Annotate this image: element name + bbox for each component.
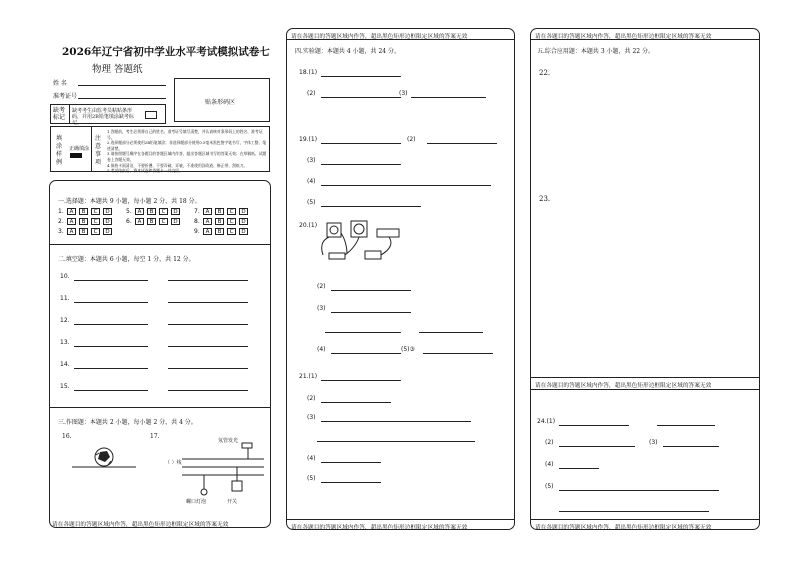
answer-line[interactable]: [559, 511, 709, 512]
warning-column-3-top: 请在各题目的答题区域内作答，超出黑色矩形边框限定区域的答案无效: [535, 34, 712, 40]
note-item: 1.答题前，考生必须将自己的姓名、准考证号填写清楚，并认真核对条形码上的姓名、准考证号。: [107, 129, 263, 140]
sub-question-label: (3): [399, 90, 408, 97]
fill-answer-line[interactable]: [74, 324, 148, 325]
household-circuit-figure: [168, 437, 268, 507]
answer-line[interactable]: [321, 206, 421, 207]
note-item: 3.请按照题号顺序在各题目的答题区域内作答，超出答题区域书写的答案无效；在草稿纸、试题卷上答题无效。: [107, 151, 267, 162]
answer-line[interactable]: [321, 380, 401, 381]
absent-label: 缺考标记: [53, 107, 66, 121]
choice-option-bubble[interactable]: C: [159, 208, 168, 215]
sub-question-label: (2): [307, 395, 316, 402]
answer-area-column-2: [286, 28, 515, 530]
absent-mark-box: [50, 104, 166, 124]
question-16-label: 16.: [62, 433, 72, 440]
answer-line[interactable]: [321, 76, 401, 77]
choice-option-bubble[interactable]: D: [171, 208, 180, 215]
exam-no-label: 准考证号: [53, 93, 78, 100]
choice-option-bubble[interactable]: B: [215, 228, 224, 235]
answer-line[interactable]: [331, 290, 411, 291]
choice-option-bubble[interactable]: B: [147, 208, 156, 215]
sub-question-label: 21.(1): [299, 373, 318, 380]
correct-fill-label: 正确填涂: [69, 146, 90, 152]
experiment-section-title: 四.实验题：本题共 4 小题，共 24 分。: [295, 48, 400, 55]
sub-question-label: (5): [307, 199, 316, 206]
answer-line[interactable]: [325, 332, 401, 333]
fill-question-label: 14.: [60, 361, 70, 368]
sub-question-label: (3): [307, 414, 316, 421]
sub-question-label: (2): [317, 283, 326, 290]
question-number: 2.: [58, 218, 64, 225]
fill-example-label: 填涂样例: [56, 135, 63, 166]
notes-box: [50, 126, 270, 172]
question-23-label: 23.: [539, 195, 551, 203]
answer-area-column-3: [530, 28, 760, 530]
choice-option-bubble[interactable]: C: [91, 218, 100, 225]
sub-question-label: (2): [407, 136, 416, 143]
question-number: 9.: [194, 228, 200, 235]
sub-question-label: (4): [545, 461, 554, 468]
absent-checkbox[interactable]: [145, 111, 157, 119]
note-item: 5.考试结束后，将本试卷和答题卡一并交回。: [107, 168, 183, 174]
barcode-label: 贴条形码区: [205, 99, 236, 106]
choice-option-bubble[interactable]: A: [67, 218, 76, 225]
neon-glow-label: 氖管发光: [218, 438, 239, 444]
choice-option-bubble[interactable]: C: [91, 228, 100, 235]
question-number: 3.: [58, 228, 64, 235]
switch-label: 开关: [227, 499, 238, 505]
choice-option-bubble[interactable]: D: [103, 228, 112, 235]
choice-option-bubble[interactable]: C: [227, 228, 236, 235]
answer-line[interactable]: [331, 353, 401, 354]
answer-line[interactable]: [321, 164, 401, 165]
sub-question-label: (2): [307, 90, 316, 97]
absent-note: 缺考考生由监考员粘贴条形码，并用2B铅笔填涂缺考标记。: [72, 108, 134, 126]
sub-question-label: 19.(1): [299, 136, 318, 143]
choice-option-bubble[interactable]: B: [79, 228, 88, 235]
choice-option-bubble[interactable]: A: [203, 218, 212, 225]
fill-question-label: 15.: [60, 383, 70, 390]
answer-line[interactable]: [321, 421, 471, 422]
wire-paren-label: （ ）线: [165, 460, 182, 466]
sub-question-label: (5): [545, 483, 554, 490]
fill-answer-line[interactable]: [74, 280, 148, 281]
ball-on-ground-figure: [70, 443, 140, 471]
choice-option-bubble[interactable]: D: [239, 208, 248, 215]
answer-line[interactable]: [559, 446, 635, 447]
choice-option-bubble[interactable]: D: [239, 218, 248, 225]
choice-option-bubble[interactable]: C: [159, 218, 168, 225]
choice-option-bubble[interactable]: D: [171, 218, 180, 225]
answer-line[interactable]: [317, 441, 475, 442]
fill-question-label: 11.: [60, 295, 70, 302]
sub-question-label: 20.(1): [299, 222, 318, 229]
choice-option-bubble[interactable]: B: [147, 218, 156, 225]
fill-section-title: 二.填空题：本题共 6 小题，每空 1 分，共 12 分。: [58, 256, 195, 263]
filled-mark-icon: [70, 153, 82, 158]
choice-option-bubble[interactable]: C: [227, 208, 236, 215]
name-label: 姓 名: [53, 80, 67, 87]
sub-question-label: 24.(1): [537, 418, 556, 425]
choice-option-bubble[interactable]: A: [67, 228, 76, 235]
question-17-label: 17.: [150, 433, 160, 440]
sub-question-label: 18.(1): [299, 69, 318, 76]
choice-option-bubble[interactable]: D: [103, 208, 112, 215]
question-number: 1.: [58, 208, 64, 215]
choice-option-bubble[interactable]: D: [103, 218, 112, 225]
draw-section-title: 三.作图题：本题共 2 小题，每小题 2 分，共 4 分。: [58, 419, 197, 426]
choice-option-bubble[interactable]: B: [79, 208, 88, 215]
note-item: 4.保持卡面清洁，不要折叠、不要弄破、弄皱，不准使用涂改液、修正带、刮纸刀。: [107, 162, 248, 168]
barcode-area: [174, 78, 270, 122]
fill-answer-line[interactable]: [74, 368, 148, 369]
sub-question-label: (3): [649, 439, 658, 446]
answer-line[interactable]: [321, 97, 401, 98]
choice-grid: [58, 208, 268, 238]
notes-list: [107, 129, 267, 174]
answer-line[interactable]: [663, 446, 719, 447]
sub-question-label: (5)③: [401, 346, 415, 353]
comprehensive-section-title: 五.综合应用题：本题共 3 小题，共 22 分。: [537, 48, 654, 55]
answer-line[interactable]: [559, 490, 719, 491]
answer-line[interactable]: [427, 143, 497, 144]
choice-option-bubble[interactable]: A: [135, 208, 144, 215]
answer-line[interactable]: [331, 312, 411, 313]
warning-column-1: 请在各题目的答题区域内作答，超出黑色矩形边框限定区域的答案无效: [52, 522, 229, 528]
choice-option-bubble[interactable]: A: [203, 208, 212, 215]
choice-section-title: 一.选择题：本题共 9 小题，每小题 2 分，共 18 分。: [58, 198, 201, 205]
answer-line[interactable]: [321, 143, 401, 144]
choice-option-bubble[interactable]: A: [135, 218, 144, 225]
sub-question-label: (3): [307, 157, 316, 164]
sub-question-label: (5): [307, 475, 316, 482]
choice-option-bubble[interactable]: C: [91, 208, 100, 215]
sub-question-label: (4): [307, 178, 316, 185]
warning-column-3-mid: 请在各题目的答题区域内作答，超出黑色矩形边框限定区域的答案无效: [535, 383, 712, 389]
sub-question-label: (4): [307, 455, 316, 462]
answer-line[interactable]: [559, 425, 629, 426]
page-title: 2026年辽宁省初中学业水平考试模拟试卷七: [62, 46, 270, 58]
sub-question-label: (2): [545, 439, 554, 446]
answer-line[interactable]: [321, 185, 491, 186]
fill-answer-line[interactable]: [74, 346, 148, 347]
choice-option-bubble[interactable]: D: [239, 228, 248, 235]
circuit-apparatus-figure: [317, 219, 409, 267]
choice-option-bubble[interactable]: B: [215, 218, 224, 225]
fill-answer-line[interactable]: [74, 390, 148, 391]
question-number: 5.: [126, 208, 132, 215]
notes-label: 注意事项: [95, 135, 102, 166]
answer-line[interactable]: [559, 468, 599, 469]
warning-column-2-top: 请在各题目的答题区域内作答，超出黑色矩形边框限定区域的答案无效: [291, 34, 468, 40]
exam-no-field[interactable]: [78, 98, 166, 99]
answer-line[interactable]: [321, 482, 381, 483]
note-item: 2.选择题部分必须使用2B铅笔填涂；非选择题部分使用0.5毫米黑色签字笔书写，字体工整、笔迹清楚。: [107, 140, 267, 151]
choice-option-bubble[interactable]: C: [227, 218, 236, 225]
fill-question-label: 12.: [60, 317, 70, 324]
choice-option-bubble[interactable]: B: [79, 218, 88, 225]
question-number: 8.: [194, 218, 200, 225]
question-number: 6.: [126, 218, 132, 225]
choice-option-bubble[interactable]: A: [67, 208, 76, 215]
warning-column-2-bottom: 请在各题目的答题区域内作答，超出黑色矩形边框限定区域的答案无效: [291, 525, 468, 531]
fill-answer-line[interactable]: [168, 346, 248, 347]
fill-answer-line[interactable]: [168, 302, 248, 303]
answer-line[interactable]: [419, 332, 483, 333]
question-22-label: 22.: [539, 69, 551, 77]
question-number: 7.: [194, 208, 200, 215]
sub-question-label: (4): [317, 346, 326, 353]
fill-answer-line[interactable]: [168, 324, 248, 325]
fill-question-label: 10.: [60, 273, 70, 280]
page-subtitle: 物理 答题纸: [92, 64, 143, 75]
answer-line[interactable]: [321, 462, 381, 463]
fill-answer-line[interactable]: [168, 368, 248, 369]
answer-line[interactable]: [423, 353, 493, 354]
answer-area-column-1: [49, 180, 271, 528]
sub-question-label: (3): [317, 305, 326, 312]
answer-line[interactable]: [321, 402, 391, 403]
choice-option-bubble[interactable]: A: [203, 228, 212, 235]
fill-question-label: 13.: [60, 339, 70, 346]
fill-answer-line[interactable]: [74, 302, 148, 303]
name-field[interactable]: [78, 85, 166, 86]
fill-answer-line[interactable]: [168, 390, 248, 391]
choice-option-bubble[interactable]: B: [215, 208, 224, 215]
warning-column-3-bottom: 请在各题目的答题区域内作答，超出黑色矩形边框限定区域的答案无效: [535, 525, 712, 531]
fill-answer-line[interactable]: [168, 280, 248, 281]
lamp-socket-label: 螺口灯泡: [186, 499, 207, 505]
answer-line[interactable]: [411, 97, 486, 98]
answer-line[interactable]: [657, 425, 715, 426]
